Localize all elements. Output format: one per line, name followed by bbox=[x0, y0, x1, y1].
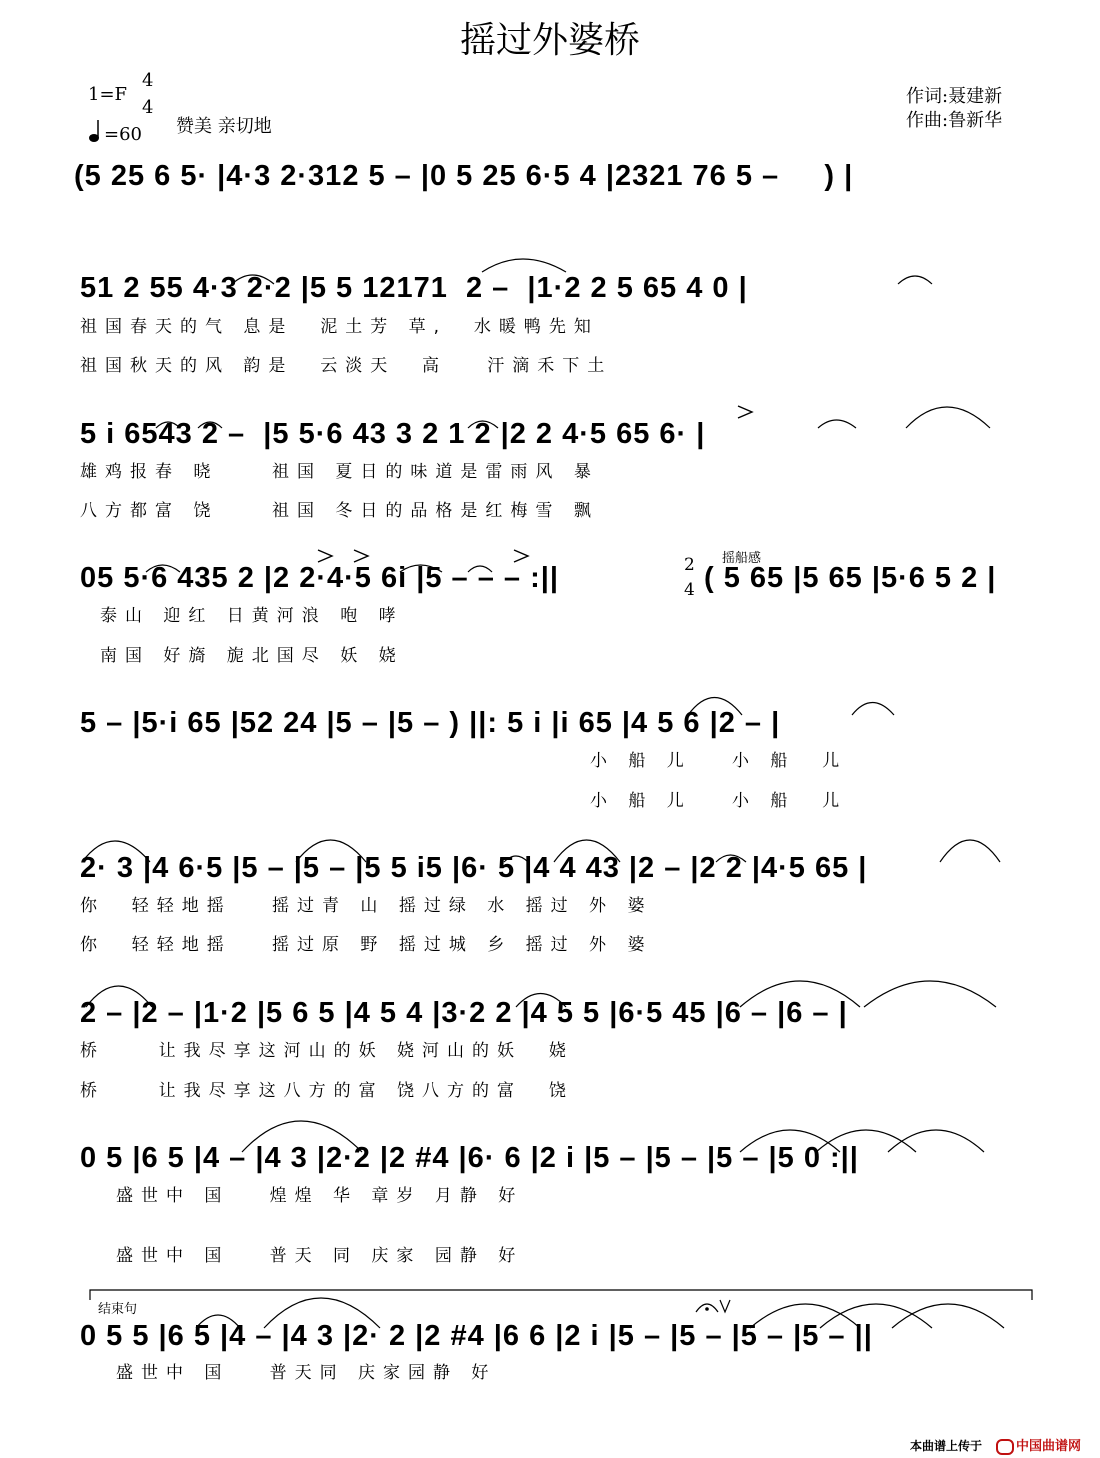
lyric-line-9-verse-1: 盛世中 国 普天同 庆家园静 好 bbox=[116, 1363, 497, 1383]
key-signature: 1=F bbox=[88, 84, 128, 105]
time-signature-change-bottom: 4 bbox=[684, 580, 695, 600]
site-logo-text: 中国曲谱网 bbox=[1016, 1439, 1082, 1454]
notation-line-5: 5 – |5·i 65 |52 24 |5 – |5 – ) ||: 5 i |i 65 |4 5 6 |2 – | bbox=[80, 707, 781, 739]
lyric-line-4-verse-2: 南国 好旖 旎北国尽 妖 娆 bbox=[100, 646, 404, 666]
lyric-line-4-verse-1: 泰山 迎红 日黄河浪 咆 哮 bbox=[100, 606, 404, 626]
notation-line-3: 5 i 6543 2 – |5 5·6 43 3 2 1 2 |2 2 4·5 65 6· | bbox=[80, 418, 706, 450]
lyric-line-2-verse-1: 祖国春天的气 息是 泥土芳 草, 水暖鸭先知 bbox=[80, 317, 599, 337]
notation-line-6: 2· 3 |4 6·5 |5 – |5 – |5 5 i5 |6· 5 |4 4 43 |2 – |2 2 |4·5 65 | bbox=[80, 852, 868, 884]
notation-line-4-part-2: ( 5 65 |5 65 |5·6 5 2 | bbox=[704, 562, 997, 594]
lyric-line-5-verse-2: 小 船 儿 小 船 儿 bbox=[590, 791, 848, 811]
lyricist-credit: 作词:聂建新 bbox=[906, 86, 1003, 107]
ending-marking: 结束句 bbox=[98, 1302, 138, 1317]
score-title: 摇过外婆桥 bbox=[459, 20, 640, 61]
tempo-marking: =60 bbox=[104, 124, 142, 145]
lyric-line-3-verse-2: 八方都富 饶 祖国 冬日的品格是红梅雪 飘 bbox=[80, 501, 599, 521]
rocking-marking: 摇船感 bbox=[722, 551, 762, 566]
lyric-line-8-verse-1: 盛世中 国 煌煌 华 章岁 月静 好 bbox=[116, 1186, 524, 1206]
footer-upload-text: 本曲谱上传于 bbox=[910, 1439, 983, 1453]
time-signature-top: 4 bbox=[142, 70, 154, 91]
lyric-line-7-verse-1: 桥 让我尽享这河山的妖 娆河山的妖 娆 bbox=[80, 1041, 574, 1061]
time-signature-bottom: 4 bbox=[142, 97, 154, 118]
site-logo[interactable] bbox=[996, 1435, 1081, 1455]
notation-line-9: 0 5 5 |6 5 |4 – |4 3 |2· 2 |2 #4 |6 6 |2 i |5 – |5 – |5 – |5 – || bbox=[80, 1320, 873, 1352]
notation-line-7: 2 – |2 – |1·2 |5 6 5 |4 5 4 |3·2 2 |4 5 5 |6·5 45 |6 – |6 – | bbox=[80, 997, 848, 1029]
lyric-line-7-verse-2: 桥 让我尽享这八方的富 饶八方的富 饶 bbox=[80, 1081, 574, 1101]
expression-marking: 赞美 亲切地 bbox=[176, 116, 272, 137]
notation-line-1: (5 25 6 5· |4·3 2·312 5 – |0 5 25 6·5 4 |2321 76 5 – ) | bbox=[74, 160, 854, 192]
lyric-line-6-verse-2: 你 轻轻地摇 摇过原 野 摇过城 乡 摇过 外 婆 bbox=[80, 935, 653, 955]
lyric-line-2-verse-2: 祖国秋天的风 韵是 云淡天 高 汗滴禾下土 bbox=[80, 356, 613, 376]
time-signature-change-top: 2 bbox=[684, 555, 695, 575]
lyric-line-5-verse-1: 小 船 儿 小 船 儿 bbox=[590, 751, 848, 771]
lyric-line-3-verse-1: 雄鸡报春 晓 祖国 夏日的味道是雷雨风 暴 bbox=[80, 462, 599, 482]
lyric-line-6-verse-1: 你 轻轻地摇 摇过青 山 摇过绿 水 摇过 外 婆 bbox=[80, 896, 653, 916]
notation-line-8: 0 5 |6 5 |4 – |4 3 |2·2 |2 #4 |6· 6 |2 i |5 – |5 – |5 – |5 0 :|| bbox=[80, 1142, 859, 1174]
composer-credit: 作曲:鲁新华 bbox=[906, 110, 1003, 131]
logo-badge-icon bbox=[996, 1439, 1014, 1455]
notation-line-2: 51 2 55 4·3 2·2 |5 5 12171 2 – |1·2 2 5 65 4 0 | bbox=[80, 272, 748, 304]
lyric-line-8-verse-2: 盛世中 国 普天 同 庆家 园静 好 bbox=[116, 1246, 524, 1266]
notation-line-4: 05 5·6 435 2 |2 2·4·5 6i |5 – – – :|| bbox=[80, 562, 559, 594]
